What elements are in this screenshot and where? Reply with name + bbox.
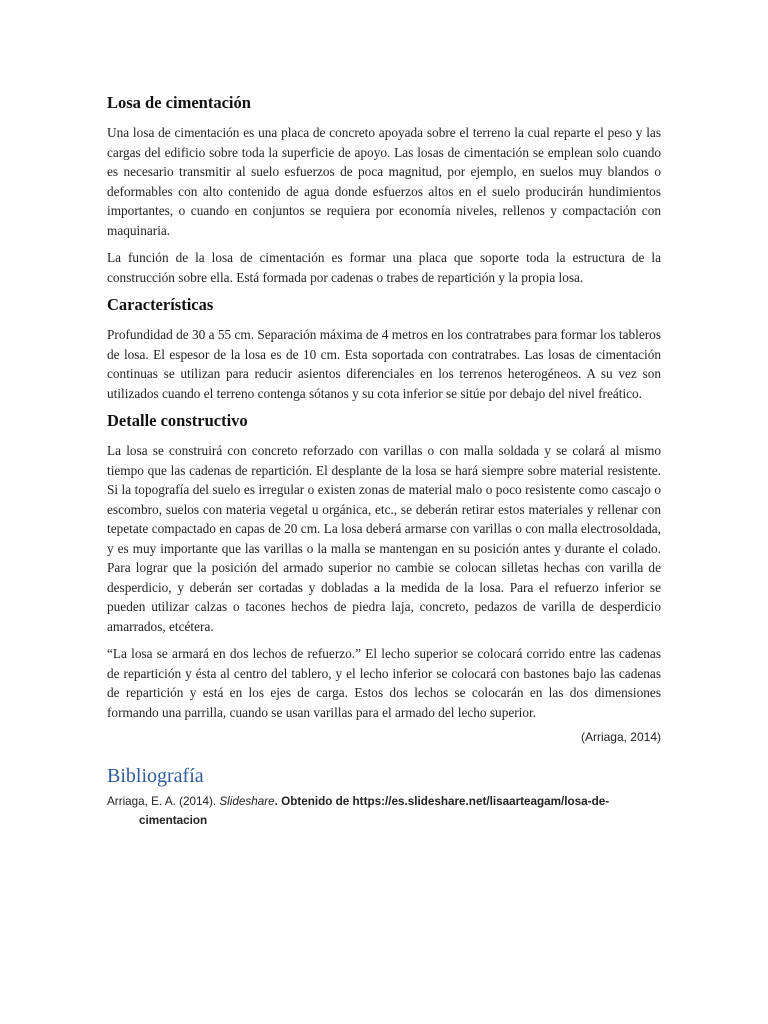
bibliography-authors: Arriaga, E. A. (2014). <box>107 795 220 808</box>
heading-caracteristicas: Características <box>107 295 214 314</box>
bibliography-source: . Obtenido de https://es.slideshare.net/lisaarteagam/losa-de-cimentacion <box>139 795 610 827</box>
citation: (Arriaga, 2014) <box>580 730 661 744</box>
heading-detalle-constructivo: Detalle constructivo <box>107 411 248 430</box>
paragraph-lechos: “La losa se armará en dos lechos de refuerzo.” El lecho superior se colocará corrido entre las cadenas de repartición y ésta al centro del tablero, y el lecho inferior se colocará con bastones bajo las cadenas de repartición y está en los ejes de carga. Estos dos lechos se colocarán en las dos dimensiones formando una parrilla, cuando se usan varillas para el armado del lecho superior. <box>107 646 661 720</box>
paragraph-definicion: Una losa de cimentación es una placa de concreto apoyada sobre el terreno la cual reparte el peso y las cargas del edificio sobre toda la superficie de apoyo. Las losas de cimentación se emplean solo cuando es necesario transmitir al suelo esfuerzos de poca magnitud, por ejemplo, en suelos muy blandos o deformables con alto contenido de agua donde esfuerzos altos en el suelo producirán hundimientos importantes, o cuando en conjuntos se requiera por economía niveles, rellenos y compactación con maquinaria. <box>107 125 661 238</box>
bibliography-title: Slideshare <box>219 795 275 808</box>
heading-bibliografia: Bibliografía <box>107 765 204 787</box>
bibliography-entry <box>107 792 661 830</box>
paragraph-detalle: La losa se construirá con concreto reforzado con varillas o con malla soldada y se colará al mismo tiempo que las cadenas de repartición. El desplante de la losa se hará siempre sobre material resistente. Si la topografía del suelo es irregular o existen zonas de material malo o poco resistente como cascajo o escombro, suelos con materia vegetal u orgánica, etc., se deberán retirar estos materiales y rellenar con tepetate compactado en capas de 20 cm. La losa deberá armarse con varillas o con malla electrosoldada, y es muy importante que las varillas o la malla se mantengan en su posición antes y durante el colado. Para lograr que la posición del armado superior no cambie se colocan silletas hechas con varilla de desperdicio, y deberán ser cortadas y dobladas a la medida de la losa. Para el refuerzo inferior se pueden utilizar calzas o tacones hechos de piedra laja, concreto, pedazos de varilla de desperdicio amarrados, etcétera. <box>107 443 661 634</box>
heading-losa-de-cimentacion: Losa de cimentación <box>107 93 251 112</box>
paragraph-caracteristicas: Profundidad de 30 a 55 cm. Separación máxima de 4 metros en los contratrabes para formar los tableros de losa. El espesor de la losa es de 10 cm. Esta soportada con contratrabes. Las losas de cimentación continuas se utilizan para reducir asientos diferenciales en los terrenos heterogéneos. A su vez son utilizados cuando el terreno contenga sótanos y su cota inferior se sitúe por debajo del nivel freático. <box>107 327 661 401</box>
paragraph-funcion: La función de la losa de cimentación es formar una placa que soporte toda la estructura de la construcción sobre ella. Está formada por cadenas o trabes de repartición y la propia losa. <box>107 250 661 285</box>
